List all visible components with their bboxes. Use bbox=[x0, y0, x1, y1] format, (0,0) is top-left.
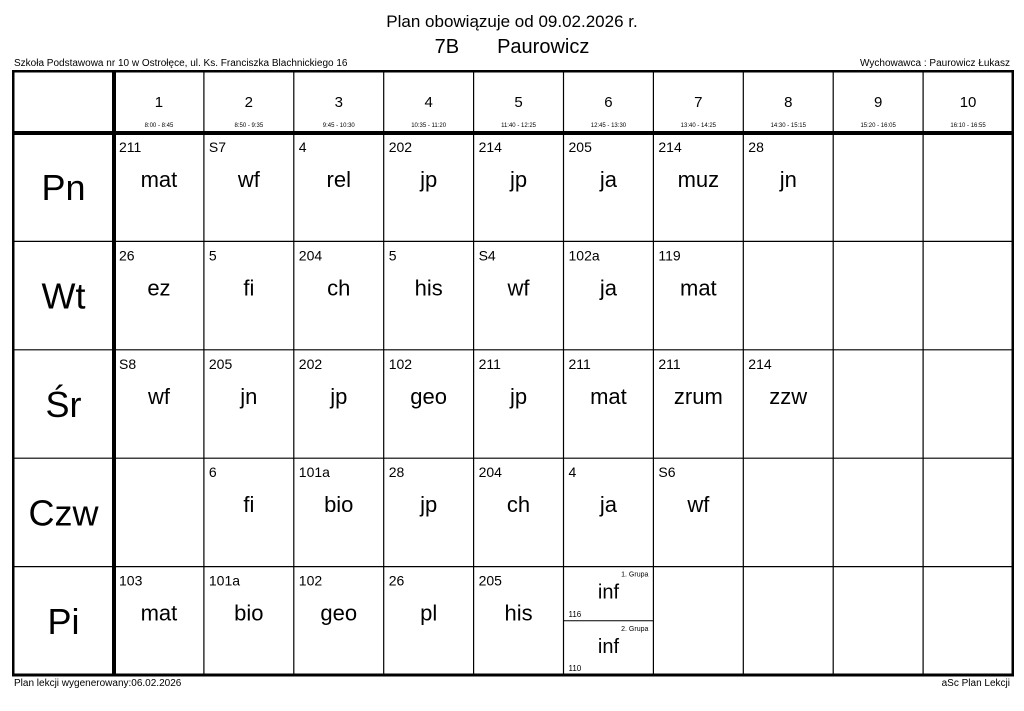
lesson-subject: jp bbox=[330, 383, 348, 409]
lesson-subject: wf bbox=[237, 167, 260, 192]
lesson-subject: mat bbox=[680, 275, 717, 301]
period-time: 13:40 - 14:25 bbox=[680, 123, 717, 129]
lesson-subject: jp bbox=[420, 167, 438, 192]
lesson-room: 4 bbox=[298, 139, 307, 155]
lesson-subject: jn bbox=[240, 383, 258, 409]
plan-validity-title: Plan obowiązuje od 09.02.2026 r. bbox=[386, 12, 638, 31]
lesson-room: 5 bbox=[388, 247, 397, 264]
lesson-room: 119 bbox=[658, 247, 681, 264]
day-label: Śr bbox=[45, 384, 82, 425]
period-time: 8:00 - 8:45 bbox=[144, 123, 174, 129]
generated-date: Plan lekcji wygenerowany:06.02.2026 bbox=[14, 678, 182, 689]
lesson-subject: jn bbox=[779, 167, 797, 192]
lesson-subject: geo bbox=[410, 383, 448, 409]
lesson-room: 26 bbox=[119, 247, 135, 264]
lesson-subject: fi bbox=[243, 275, 255, 301]
lesson-subject: ch bbox=[327, 275, 351, 301]
period-time: 11:40 - 12:25 bbox=[501, 123, 537, 129]
lesson-subject: wf bbox=[507, 275, 530, 301]
lesson-room: 214 bbox=[748, 355, 772, 372]
lesson-subject: ch bbox=[506, 492, 531, 518]
lesson-subject: ja bbox=[599, 275, 618, 301]
lesson-subject: inf bbox=[597, 635, 620, 658]
lesson-room: 4 bbox=[568, 464, 577, 481]
period-number: 8 bbox=[784, 94, 793, 111]
period-number: 6 bbox=[604, 94, 613, 111]
software-name: aSc Plan Lekcji bbox=[941, 678, 1010, 689]
lesson-room: 5 bbox=[208, 247, 217, 264]
period-time: 9:45 - 10:30 bbox=[322, 123, 355, 129]
class-heading bbox=[0, 35, 1024, 59]
lesson-room: 211 bbox=[658, 355, 681, 372]
lesson-subject: his bbox=[414, 275, 443, 301]
lesson-subject: zzw bbox=[769, 383, 808, 409]
lesson-subject: jp bbox=[509, 167, 528, 192]
lesson-subject: fi bbox=[243, 492, 255, 518]
lesson-room: 26 bbox=[388, 572, 405, 589]
lesson-room: 211 bbox=[119, 139, 142, 155]
lesson-room: 6 bbox=[208, 464, 217, 481]
lesson-subject: ja bbox=[599, 492, 618, 518]
period-time: 8:50 - 9:35 bbox=[234, 123, 264, 129]
period-number: 3 bbox=[334, 94, 343, 111]
lesson-room: 204 bbox=[298, 247, 323, 264]
class-tutor: Wychowawca : Paurowicz Łukasz bbox=[860, 58, 1010, 69]
group-label: 2. Grupa bbox=[621, 625, 649, 633]
lesson-subject: bio bbox=[324, 492, 354, 518]
lesson-subject: bio bbox=[234, 600, 264, 626]
day-label: Wt bbox=[41, 275, 86, 317]
period-time: 16:10 - 16:55 bbox=[950, 123, 986, 129]
lesson-subject: wf bbox=[687, 492, 710, 518]
lesson-subject: mat bbox=[140, 600, 178, 626]
lesson-subject: ja bbox=[599, 167, 618, 192]
lesson-room: 205 bbox=[208, 355, 233, 372]
lesson-subject: his bbox=[504, 600, 533, 626]
period-number: 1 bbox=[154, 94, 164, 111]
lesson-room: 214 bbox=[658, 139, 682, 155]
period-time: 15:20 - 16:05 bbox=[860, 123, 896, 129]
period-number: 7 bbox=[694, 94, 703, 111]
class-teacher: Paurowicz bbox=[497, 36, 590, 58]
lesson-subject: wf bbox=[147, 383, 170, 409]
lesson-room: S8 bbox=[119, 355, 137, 372]
lesson-room: 205 bbox=[568, 139, 592, 155]
lesson-room: 214 bbox=[478, 139, 502, 155]
period-number: 5 bbox=[514, 94, 523, 111]
lesson-subject: mat bbox=[140, 167, 178, 192]
lesson-subject: pl bbox=[420, 600, 438, 626]
lesson-room: 28 bbox=[388, 464, 405, 481]
lesson-room: 102 bbox=[388, 355, 413, 372]
lesson-room: 101a bbox=[298, 464, 330, 481]
lesson-subject: inf bbox=[597, 581, 620, 604]
period-time: 12:45 - 13:30 bbox=[590, 123, 627, 129]
school-name: Szkoła Podstawowa nr 10 w Ostrołęce, ul. Ks. Franciszka Blachnickiego 16 bbox=[14, 58, 348, 69]
lesson-subject: rel bbox=[326, 167, 351, 192]
lesson-subject: jp bbox=[420, 492, 438, 518]
lesson-room: 202 bbox=[388, 139, 413, 155]
lesson-subject: zrum bbox=[673, 383, 723, 409]
lesson-room: 211 bbox=[568, 355, 591, 372]
lesson-room: 116 bbox=[568, 609, 582, 619]
lesson-subject: jp bbox=[509, 383, 528, 409]
period-number: 9 bbox=[873, 94, 883, 111]
timetable-border bbox=[13, 71, 1013, 675]
lesson-room: 102a bbox=[568, 247, 600, 264]
lesson-room: 101a bbox=[208, 572, 241, 589]
lesson-room: 211 bbox=[478, 355, 501, 372]
period-time: 14:30 - 15:15 bbox=[770, 123, 806, 129]
lesson-room: S7 bbox=[208, 139, 227, 155]
period-number: 4 bbox=[424, 94, 433, 111]
day-label: Pn bbox=[41, 167, 86, 209]
period-number: 2 bbox=[244, 94, 254, 111]
lesson-subject: ez bbox=[147, 275, 171, 301]
lesson-subject: geo bbox=[320, 600, 358, 626]
lesson-room: 103 bbox=[119, 572, 143, 589]
class-name: 7B bbox=[434, 36, 460, 58]
lesson-room: 205 bbox=[478, 572, 502, 589]
lesson-room: S4 bbox=[478, 247, 496, 264]
lesson-subject: muz bbox=[677, 167, 720, 192]
day-label: Czw bbox=[28, 492, 99, 534]
period-time: 10:35 - 11:20 bbox=[411, 123, 447, 129]
lesson-room: 28 bbox=[748, 139, 764, 155]
day-label: Pi bbox=[47, 600, 80, 642]
lesson-room: 102 bbox=[298, 572, 323, 589]
period-number: 10 bbox=[959, 94, 977, 111]
lesson-subject: mat bbox=[590, 383, 627, 409]
lesson-room: 202 bbox=[298, 355, 323, 372]
lesson-room: 204 bbox=[478, 464, 502, 481]
lesson-room: 110 bbox=[568, 664, 582, 673]
timetable-grid bbox=[12, 70, 1014, 678]
group-label: 1. Grupa bbox=[621, 571, 649, 579]
lesson-room: S6 bbox=[658, 464, 676, 481]
